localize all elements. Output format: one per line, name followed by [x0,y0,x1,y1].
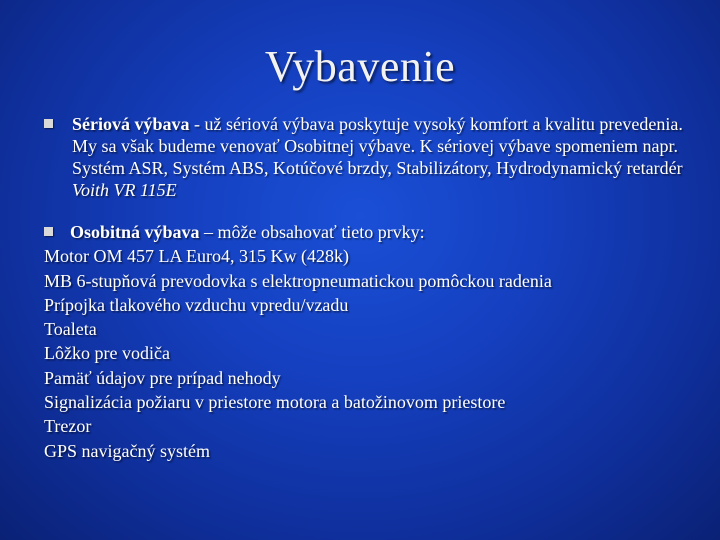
list-item: Pamäť údajov pre prípad nehody [44,367,281,388]
list-item: Toaleta [44,319,97,340]
bold-term: Sériová výbava [72,114,190,134]
bullet-body: - už sériová výbava poskytuje vysoký komfort a kvalitu prevedenia. My sa však budeme venovať Osobitnej výbave. K sériovej výbave spomeniem napr. Systém ASR, Systém ABS, Kotúčové brzdy, Stabilizátory, Hydrodynamický retardér [72,114,683,178]
list-item: Lôžko pre vodiča [44,343,170,364]
bullet-body: – môže obsahovať tieto prvky: [199,222,425,242]
bullet-osobitna-vybava [44,220,704,463]
square-bullet-icon [44,119,53,128]
list-item: Trezor [44,416,92,437]
slide-title: Vybavenie [264,42,456,91]
list-item: Motor OM 457 LA Euro4, 315 Kw (428k) [44,246,349,267]
bullet-seriova-vybava [44,113,684,201]
list-item: Signalizácia požiaru v priestore motora a batožinovom priestore [44,392,506,413]
italic-tail: Voith VR 115E [72,180,177,200]
bullet-text [72,113,684,201]
list-item: MB 6-stupňová prevodovka s elektropneumatickou pomôckou radenia [44,270,552,291]
bullet-heading-line [44,220,704,244]
list-item: Prípojka tlakového vzduchu vpredu/vzadu [44,294,349,315]
list-item: GPS navigačný systém [44,440,210,461]
bold-term: Osobitná výbava [70,222,200,242]
square-bullet-icon [44,227,53,236]
